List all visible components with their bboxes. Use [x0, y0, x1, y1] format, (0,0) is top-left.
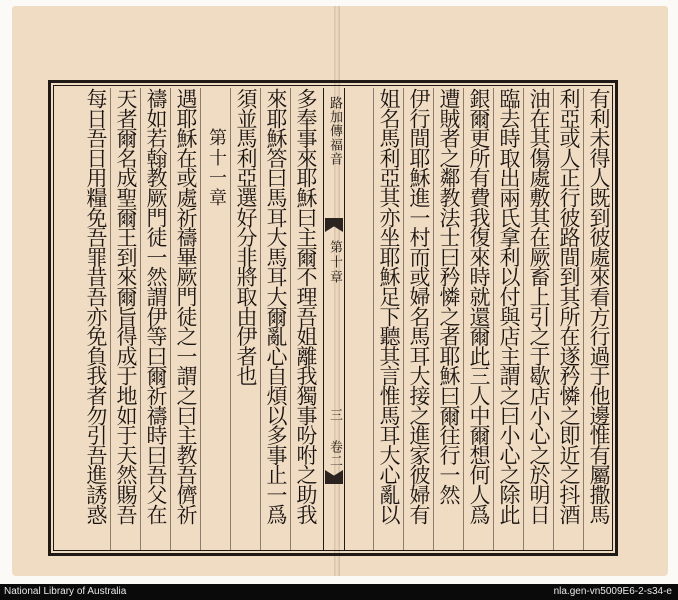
volume-label: 卷二 — [327, 440, 342, 468]
text-column: 多奉事來耶穌曰主爾不理吾姐離我獨事吩咐之助我 — [294, 88, 318, 524]
column-rule — [583, 88, 584, 550]
column-rule — [290, 88, 291, 550]
institution-label: National Library of Australia — [4, 586, 127, 597]
text-column: 姐名馬利亞其亦坐耶穌足下聽其言惟馬耳大心亂以 — [377, 88, 401, 524]
column-rule — [110, 88, 111, 550]
column-rule — [463, 88, 464, 550]
archive-footer — [0, 584, 678, 600]
text-column: 須並馬利亞選好分非將取由伊者也 — [234, 88, 258, 386]
column-rule — [260, 88, 261, 550]
column-rule — [170, 88, 171, 550]
text-column: 油在其傷處敷其在厥畜上引之于歇店小心之於明日 — [527, 88, 551, 524]
column-rule — [493, 88, 494, 550]
column-rule — [433, 88, 434, 550]
text-column: 每日吾日用糧免吾罪昔吾亦免負我者勿引吾進誘惑 — [84, 88, 108, 524]
chapter-mark: 第十章 — [327, 240, 342, 285]
column-rule — [200, 88, 201, 550]
column-rule — [403, 88, 404, 550]
page-number: 三 — [327, 408, 342, 421]
text-column: 禱如若翰教厥門徒一然謂伊等曰爾祈禱時曰吾父在 — [144, 88, 168, 524]
column-rule — [553, 88, 554, 550]
text-column: 伊行間耶穌進一村而或婦名馬耳大接之進家彼婦有 — [407, 88, 431, 524]
item-identifier: nla.gen-vn5009E6-2-s34-e — [553, 586, 672, 597]
column-rule — [373, 88, 374, 550]
text-column: 臨去時取出兩氏拿利以付與店主謂之曰小心之除此 — [497, 88, 521, 524]
text-column: 遭賊者之鄰教法士曰矜憐之者耶穌曰爾往行一然 — [437, 88, 461, 504]
text-column: 天者爾名成聖爾王到來爾旨得成于地如于天然賜吾 — [114, 88, 138, 524]
chapter-heading: 第十一章 — [206, 128, 227, 208]
text-column: 銀爾更所有費我復來時就還爾此三人中爾想何人爲 — [467, 88, 491, 524]
text-column: 來耶穌答曰馬耳大馬耳大爾亂心自煩以多事止一爲 — [264, 88, 288, 524]
text-column: 遇耶穌在或處祈禱畢厥門徒之一謂之曰主教吾儕祈 — [174, 88, 198, 524]
column-rule — [140, 88, 141, 550]
running-title: 路加傳福音 — [327, 96, 342, 166]
text-column: 利亞或人正行彼路間到其所在遂矜憐之即近之抖酒 — [557, 88, 581, 524]
text-column: 有利未得人既到彼處來看方行過于他邊惟有屬撒馬 — [587, 88, 611, 524]
column-rule — [230, 88, 231, 550]
column-rule — [523, 88, 524, 550]
